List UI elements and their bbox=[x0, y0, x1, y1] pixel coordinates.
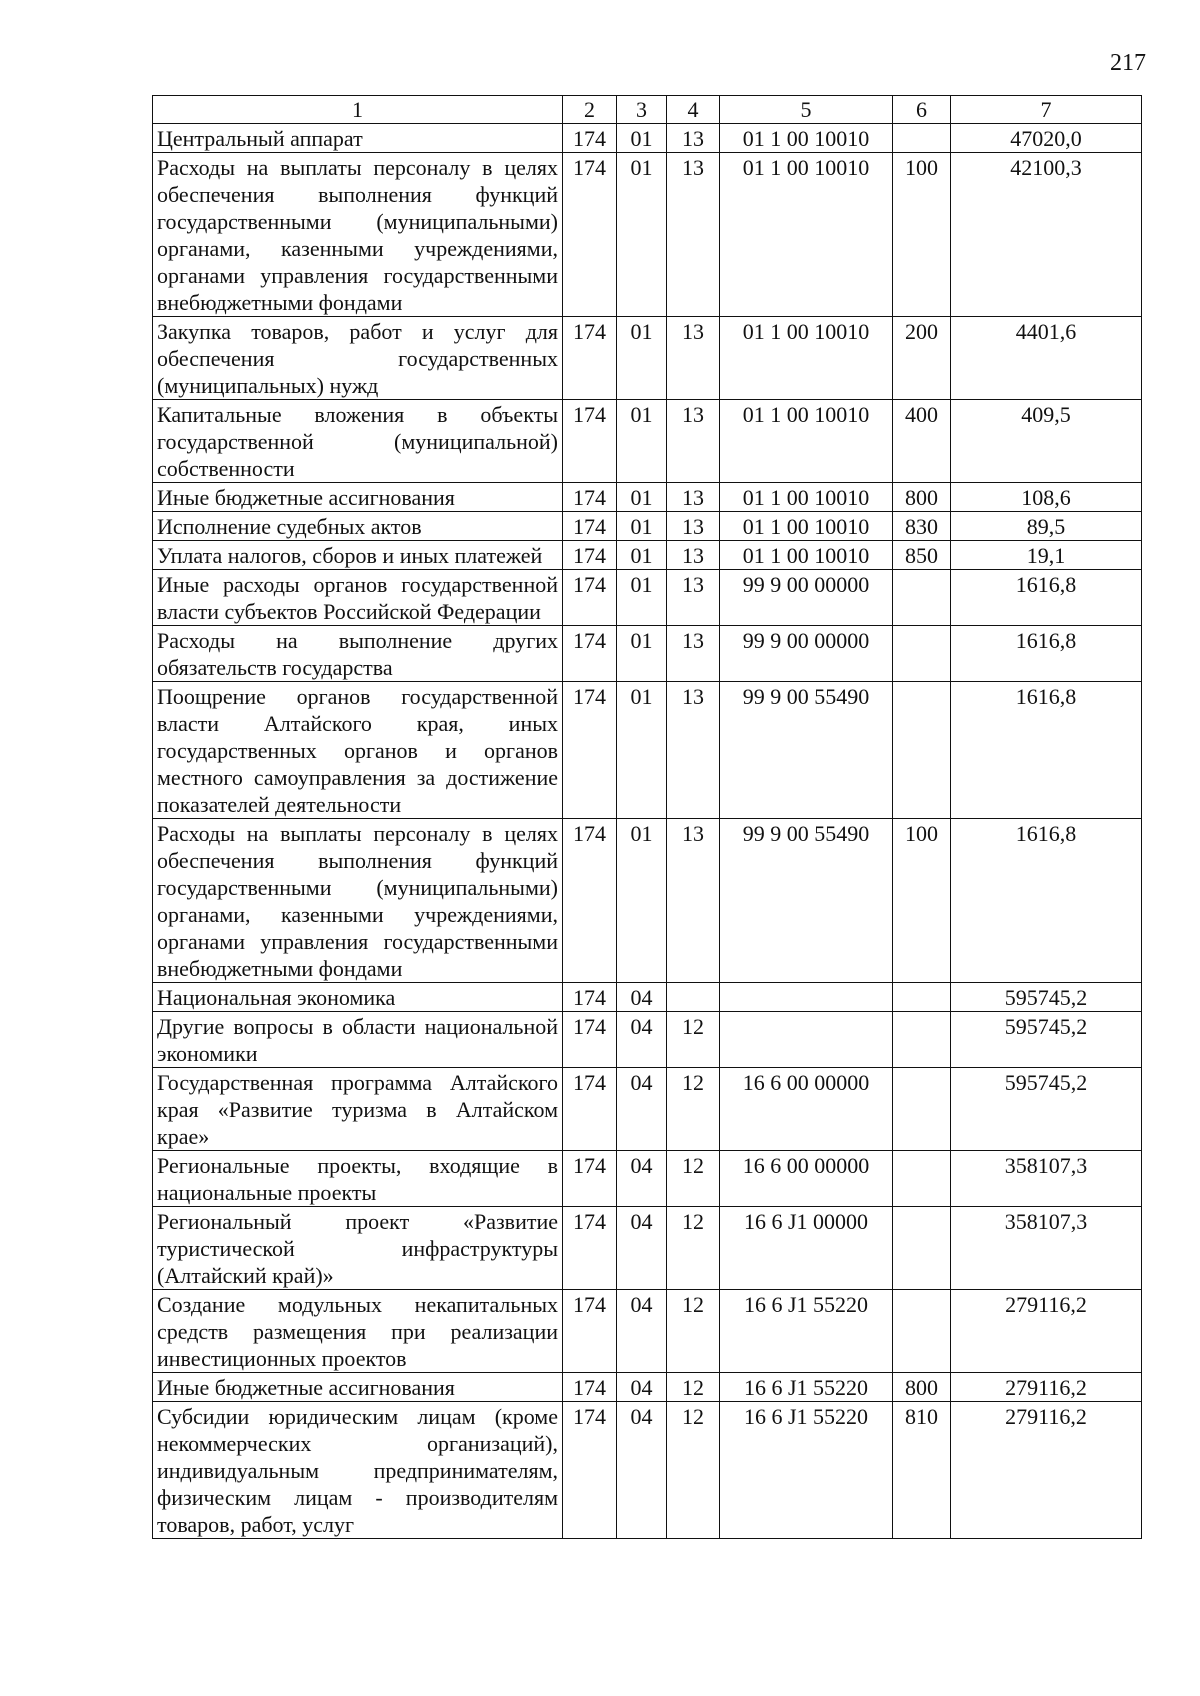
subsection-code-cell: 13 bbox=[667, 682, 720, 819]
section-code-cell: 01 bbox=[617, 483, 667, 512]
target-article-cell: 16 6 J1 55220 bbox=[720, 1402, 893, 1539]
table-row bbox=[153, 682, 1142, 819]
ministry-code-cell: 174 bbox=[563, 483, 617, 512]
table-row bbox=[153, 1373, 1142, 1402]
expense-type-cell: 800 bbox=[893, 483, 951, 512]
section-code-cell: 04 bbox=[617, 1290, 667, 1373]
row-name-cell: Иные расходы органов государственной власти субъектов Российской Федерации bbox=[153, 570, 563, 626]
section-code-cell: 01 bbox=[617, 400, 667, 483]
amount-cell: 1616,8 bbox=[951, 626, 1142, 682]
amount-cell: 409,5 bbox=[951, 400, 1142, 483]
section-code-cell: 04 bbox=[617, 1207, 667, 1290]
row-name-cell: Расходы на выплаты персоналу в целях обеспечения выполнения функций государственными (муниципальными) органами, казенными учреждениями, органами управления государственными внебюджетными фондами bbox=[153, 153, 563, 317]
expense-type-cell bbox=[893, 570, 951, 626]
ministry-code-cell: 174 bbox=[563, 124, 617, 153]
expense-type-cell bbox=[893, 1012, 951, 1068]
subsection-code-cell: 12 bbox=[667, 1373, 720, 1402]
row-name-cell: Государственная программа Алтайского края «Развитие туризма в Алтайском крае» bbox=[153, 1068, 563, 1151]
expense-type-cell bbox=[893, 626, 951, 682]
target-article-cell: 01 1 00 10010 bbox=[720, 541, 893, 570]
expense-type-cell bbox=[893, 1290, 951, 1373]
target-article-cell: 01 1 00 10010 bbox=[720, 483, 893, 512]
section-code-cell: 04 bbox=[617, 1151, 667, 1207]
subsection-code-cell: 13 bbox=[667, 483, 720, 512]
target-article-cell: 99 9 00 55490 bbox=[720, 682, 893, 819]
target-article-cell bbox=[720, 1012, 893, 1068]
ministry-code-cell: 174 bbox=[563, 819, 617, 983]
section-code-cell: 01 bbox=[617, 541, 667, 570]
amount-cell: 4401,6 bbox=[951, 317, 1142, 400]
row-name-cell: Расходы на выплаты персоналу в целях обеспечения выполнения функций государственными (муниципальными) органами, казенными учреждениями, органами управления государственными внебюджетными фондами bbox=[153, 819, 563, 983]
row-name-cell: Расходы на выполнение других обязательств государства bbox=[153, 626, 563, 682]
subsection-code-cell: 12 bbox=[667, 1068, 720, 1151]
table-row bbox=[153, 983, 1142, 1012]
ministry-code-cell: 174 bbox=[563, 541, 617, 570]
amount-cell: 19,1 bbox=[951, 541, 1142, 570]
subsection-code-cell: 12 bbox=[667, 1207, 720, 1290]
amount-cell: 89,5 bbox=[951, 512, 1142, 541]
subsection-code-cell: 13 bbox=[667, 153, 720, 317]
section-code-cell: 04 bbox=[617, 1373, 667, 1402]
ministry-code-cell: 174 bbox=[563, 1151, 617, 1207]
expense-type-cell: 830 bbox=[893, 512, 951, 541]
subsection-code-cell: 13 bbox=[667, 819, 720, 983]
table-row bbox=[153, 819, 1142, 983]
row-name-cell: Капитальные вложения в объекты государственной (муниципальной) собственности bbox=[153, 400, 563, 483]
ministry-code-cell: 174 bbox=[563, 1068, 617, 1151]
table-row bbox=[153, 400, 1142, 483]
row-name-cell: Региональные проекты, входящие в национальные проекты bbox=[153, 1151, 563, 1207]
subsection-code-cell: 13 bbox=[667, 124, 720, 153]
expense-type-cell bbox=[893, 124, 951, 153]
target-article-cell: 16 6 J1 55220 bbox=[720, 1373, 893, 1402]
subsection-code-cell: 13 bbox=[667, 626, 720, 682]
row-name-cell: Исполнение судебных актов bbox=[153, 512, 563, 541]
amount-cell: 595745,2 bbox=[951, 983, 1142, 1012]
expense-type-cell bbox=[893, 1207, 951, 1290]
table-body bbox=[153, 124, 1142, 1539]
row-name-cell: Субсидии юридическим лицам (кроме некоммерческих организаций), индивидуальным предпринимателям, физическим лицам - производителям товаров, работ, услуг bbox=[153, 1402, 563, 1539]
section-code-cell: 01 bbox=[617, 512, 667, 541]
row-name-cell: Иные бюджетные ассигнования bbox=[153, 1373, 563, 1402]
row-name-cell: Закупка товаров, работ и услуг для обеспечения государственных (муниципальных) нужд bbox=[153, 317, 563, 400]
ministry-code-cell: 174 bbox=[563, 400, 617, 483]
table-row bbox=[153, 483, 1142, 512]
table-row bbox=[153, 512, 1142, 541]
target-article-cell: 16 6 J1 00000 bbox=[720, 1207, 893, 1290]
table-row bbox=[153, 124, 1142, 153]
amount-cell: 1616,8 bbox=[951, 682, 1142, 819]
table-row bbox=[153, 1068, 1142, 1151]
expense-type-cell: 810 bbox=[893, 1402, 951, 1539]
ministry-code-cell: 174 bbox=[563, 1207, 617, 1290]
expense-type-cell: 200 bbox=[893, 317, 951, 400]
table-row bbox=[153, 317, 1142, 400]
expense-type-cell: 100 bbox=[893, 819, 951, 983]
subsection-code-cell bbox=[667, 983, 720, 1012]
row-name-cell: Уплата налогов, сборов и иных платежей bbox=[153, 541, 563, 570]
section-code-cell: 01 bbox=[617, 153, 667, 317]
expense-type-cell bbox=[893, 1151, 951, 1207]
column-header: 4 bbox=[667, 96, 720, 124]
target-article-cell: 01 1 00 10010 bbox=[720, 153, 893, 317]
ministry-code-cell: 174 bbox=[563, 512, 617, 541]
subsection-code-cell: 13 bbox=[667, 317, 720, 400]
ministry-code-cell: 174 bbox=[563, 626, 617, 682]
ministry-code-cell: 174 bbox=[563, 317, 617, 400]
table-row bbox=[153, 153, 1142, 317]
section-code-cell: 04 bbox=[617, 983, 667, 1012]
table-row bbox=[153, 541, 1142, 570]
table-row bbox=[153, 1402, 1142, 1539]
amount-cell: 595745,2 bbox=[951, 1012, 1142, 1068]
amount-cell: 42100,3 bbox=[951, 153, 1142, 317]
table-row bbox=[153, 570, 1142, 626]
column-header: 6 bbox=[893, 96, 951, 124]
amount-cell: 358107,3 bbox=[951, 1151, 1142, 1207]
amount-cell: 595745,2 bbox=[951, 1068, 1142, 1151]
subsection-code-cell: 13 bbox=[667, 512, 720, 541]
table-row bbox=[153, 1207, 1142, 1290]
ministry-code-cell: 174 bbox=[563, 570, 617, 626]
table-row bbox=[153, 1290, 1142, 1373]
table-row bbox=[153, 626, 1142, 682]
subsection-code-cell: 12 bbox=[667, 1151, 720, 1207]
subsection-code-cell: 12 bbox=[667, 1290, 720, 1373]
ministry-code-cell: 174 bbox=[563, 682, 617, 819]
table-row bbox=[153, 1151, 1142, 1207]
subsection-code-cell: 13 bbox=[667, 541, 720, 570]
expense-type-cell bbox=[893, 1068, 951, 1151]
target-article-cell: 99 9 00 00000 bbox=[720, 626, 893, 682]
expense-type-cell: 800 bbox=[893, 1373, 951, 1402]
row-name-cell: Национальная экономика bbox=[153, 983, 563, 1012]
target-article-cell: 16 6 J1 55220 bbox=[720, 1290, 893, 1373]
table-row bbox=[153, 1012, 1142, 1068]
column-header: 2 bbox=[563, 96, 617, 124]
ministry-code-cell: 174 bbox=[563, 983, 617, 1012]
target-article-cell bbox=[720, 983, 893, 1012]
section-code-cell: 04 bbox=[617, 1012, 667, 1068]
expense-type-cell: 100 bbox=[893, 153, 951, 317]
section-code-cell: 04 bbox=[617, 1068, 667, 1151]
target-article-cell: 01 1 00 10010 bbox=[720, 512, 893, 541]
amount-cell: 47020,0 bbox=[951, 124, 1142, 153]
column-header: 7 bbox=[951, 96, 1142, 124]
target-article-cell: 99 9 00 55490 bbox=[720, 819, 893, 983]
expense-type-cell: 400 bbox=[893, 400, 951, 483]
section-code-cell: 01 bbox=[617, 124, 667, 153]
section-code-cell: 01 bbox=[617, 626, 667, 682]
column-header: 5 bbox=[720, 96, 893, 124]
section-code-cell: 01 bbox=[617, 570, 667, 626]
amount-cell: 358107,3 bbox=[951, 1207, 1142, 1290]
column-header: 1 bbox=[153, 96, 563, 124]
column-header: 3 bbox=[617, 96, 667, 124]
table-header-row bbox=[153, 96, 1142, 124]
amount-cell: 279116,2 bbox=[951, 1373, 1142, 1402]
expense-type-cell bbox=[893, 682, 951, 819]
ministry-code-cell: 174 bbox=[563, 1012, 617, 1068]
expense-type-cell bbox=[893, 983, 951, 1012]
row-name-cell: Иные бюджетные ассигнования bbox=[153, 483, 563, 512]
section-code-cell: 01 bbox=[617, 819, 667, 983]
budget-table bbox=[152, 95, 1142, 1539]
target-article-cell: 16 6 00 00000 bbox=[720, 1151, 893, 1207]
subsection-code-cell: 12 bbox=[667, 1402, 720, 1539]
row-name-cell: Создание модульных некапитальных средств размещения при реализации инвестиционных проектов bbox=[153, 1290, 563, 1373]
subsection-code-cell: 13 bbox=[667, 400, 720, 483]
ministry-code-cell: 174 bbox=[563, 1373, 617, 1402]
section-code-cell: 01 bbox=[617, 682, 667, 819]
amount-cell: 1616,8 bbox=[951, 819, 1142, 983]
row-name-cell: Региональный проект «Развитие туристической инфраструктуры (Алтайский край)» bbox=[153, 1207, 563, 1290]
section-code-cell: 04 bbox=[617, 1402, 667, 1539]
subsection-code-cell: 12 bbox=[667, 1012, 720, 1068]
amount-cell: 108,6 bbox=[951, 483, 1142, 512]
ministry-code-cell: 174 bbox=[563, 1290, 617, 1373]
amount-cell: 279116,2 bbox=[951, 1290, 1142, 1373]
target-article-cell: 99 9 00 00000 bbox=[720, 570, 893, 626]
ministry-code-cell: 174 bbox=[563, 1402, 617, 1539]
ministry-code-cell: 174 bbox=[563, 153, 617, 317]
target-article-cell: 01 1 00 10010 bbox=[720, 317, 893, 400]
page-number: 217 bbox=[1110, 50, 1146, 76]
row-name-cell: Центральный аппарат bbox=[153, 124, 563, 153]
target-article-cell: 01 1 00 10010 bbox=[720, 400, 893, 483]
row-name-cell: Поощрение органов государственной власти Алтайского края, иных государственных органов и органов местного самоуправления за достижение показателей деятельности bbox=[153, 682, 563, 819]
row-name-cell: Другие вопросы в области национальной экономики bbox=[153, 1012, 563, 1068]
expense-type-cell: 850 bbox=[893, 541, 951, 570]
section-code-cell: 01 bbox=[617, 317, 667, 400]
amount-cell: 1616,8 bbox=[951, 570, 1142, 626]
subsection-code-cell: 13 bbox=[667, 570, 720, 626]
target-article-cell: 16 6 00 00000 bbox=[720, 1068, 893, 1151]
amount-cell: 279116,2 bbox=[951, 1402, 1142, 1539]
target-article-cell: 01 1 00 10010 bbox=[720, 124, 893, 153]
